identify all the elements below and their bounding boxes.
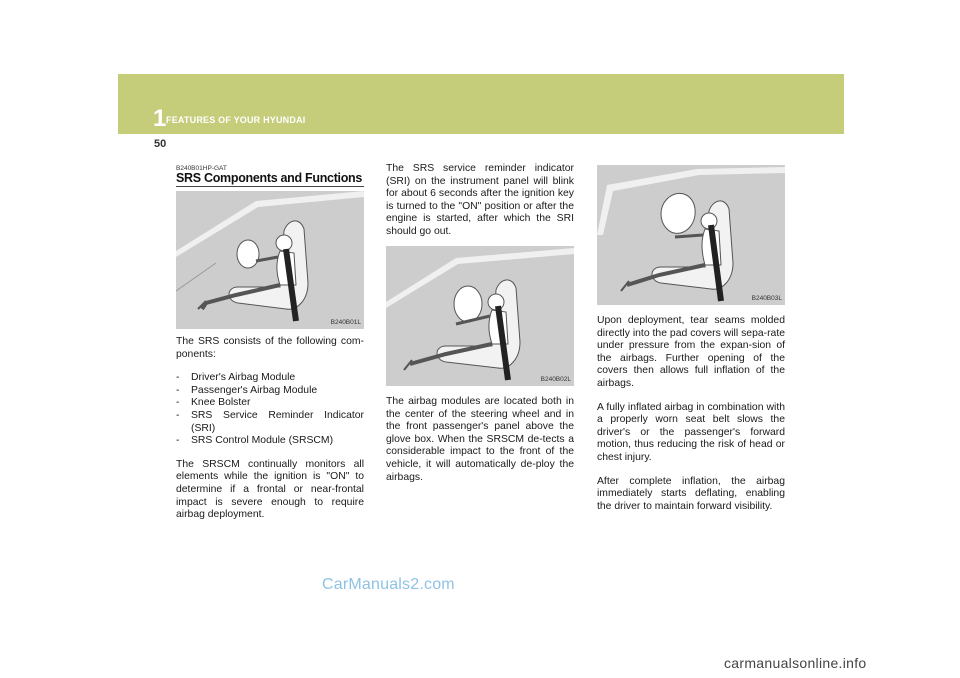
component-list <box>176 372 364 448</box>
paragraph: The SRS service reminder indicator (SRI) on the instrument panel will blink for about 6 seconds after the ignition key is turned to the "ON" position or after the engine is started, after which the SRI should go out. <box>386 163 574 237</box>
figure-code: B240B03L <box>751 295 782 302</box>
list-item: - Knee Bolster <box>176 397 251 409</box>
column-2 <box>386 163 574 250</box>
chapter-title: FEATURES OF YOUR HYUNDAI <box>166 115 306 125</box>
figure-airbag-deployment <box>597 165 785 305</box>
figure-code: B240B02L <box>540 376 571 383</box>
paragraph: After complete inflation, the airbag immediately starts deflating, enabling the driver to maintain forward visibility. <box>597 475 785 512</box>
figure-code: B240B01L <box>330 319 361 326</box>
watermark-link[interactable]: CarManuals2.com <box>322 576 455 593</box>
driver-airbag-illustration <box>176 191 364 329</box>
section-code: B240B01HP-GAT <box>176 165 227 172</box>
paragraph: The SRSCM continually monitors all elements while the ignition is "ON" to determine if a frontal or near-frontal impact is severe enough to require airbag deployment. <box>176 458 364 521</box>
list-item: - Passenger's Airbag Module <box>176 384 318 396</box>
list-item: - SRS Control Module (SRSCM) <box>176 435 334 447</box>
footer-watermark[interactable]: carmanualsonline.info <box>724 655 867 671</box>
page-number: 50 <box>154 138 167 150</box>
passenger-airbag-illustration <box>386 246 574 386</box>
column-2b <box>386 396 574 495</box>
list-item: - SRS Service Reminder Indicator (SRI) <box>176 409 364 434</box>
figure-passenger-airbag <box>386 246 574 386</box>
list-item: - Driver's Airbag Module <box>176 372 296 384</box>
section-rule <box>176 186 364 187</box>
paragraph: The airbag modules are located both in the center of the steering wheel and in the front passenger's panel above the glove box. When the SRSCM de-tects a considerable impact to the front of the vehicle, it will automatically de-ploy the airbags. <box>386 396 574 483</box>
deployment-illustration <box>597 165 785 305</box>
chapter-number: 1 <box>153 105 167 132</box>
header-band <box>118 74 844 134</box>
section-title: SRS Components and Functions <box>176 171 363 185</box>
paragraph: The SRS consists of the following com-ponents: <box>176 336 364 360</box>
paragraph: Upon deployment, tear seams molded directly into the pad covers will sepa-rate under pressure from the expan-sion of the airbags. Further opening of the covers then allows full inflation of the airbags. <box>597 315 785 389</box>
paragraph: A fully inflated airbag in combination with a properly worn seat belt slows the driver's or the passenger's forward motion, thus reducing the risk of head or chest injury. <box>597 401 785 463</box>
figure-driver-airbag <box>176 191 364 329</box>
column-3 <box>597 315 785 524</box>
column-1 <box>176 336 364 533</box>
